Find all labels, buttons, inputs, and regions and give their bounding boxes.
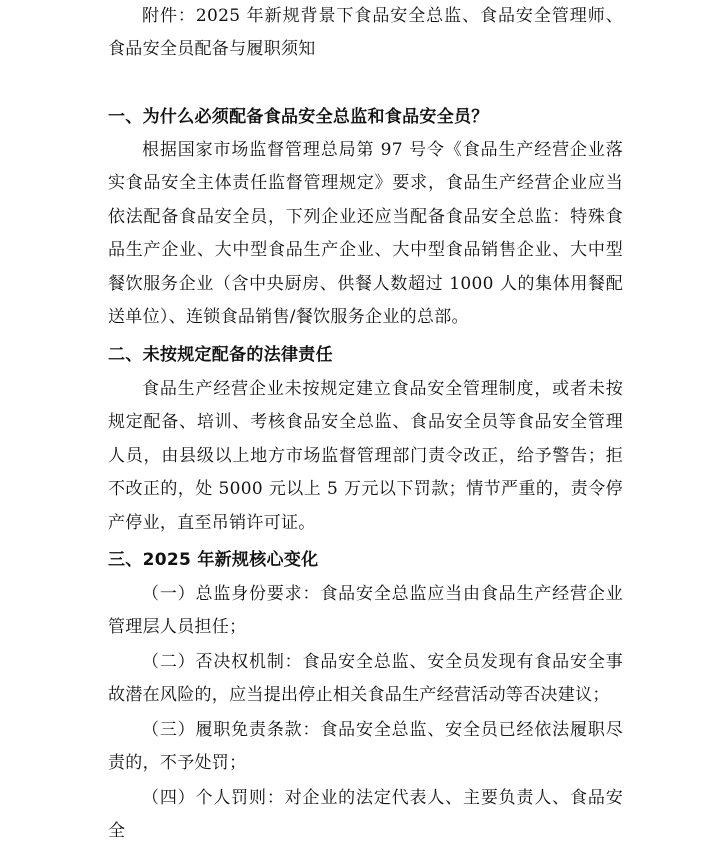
section-3-item-3: （三）履职免责条款：食品安全总监、安全员已经依法履职尽责的，不予处罚； — [108, 720, 623, 774]
section-3-item-4: （四）个人罚则：对企业的法定代表人、主要负责人、食品安全 — [108, 788, 623, 842]
attachment-title: 附件：2025 年新规背景下食品安全总监、食品安全管理师、食品安全员配备与履职须知 — [108, 6, 623, 60]
section-3-item-1: （一）总监身份要求：食品安全总监应当由食品生产经营企业管理层人员担任； — [108, 584, 623, 638]
section-1-paragraph: 根据国家市场监督管理总局第 97 号令《食品生产经营企业落实食品安全主体责任监督管理规定》要求，食品生产经营企业应当依法配备食品安全员，下列企业还应当配备食品安全总监：特殊食品生产企业、大中型食品生产企业、大中型食品销售企业、大中型餐饮服务企业（含中央厨房、供餐人数超过 1000 人的集体用餐配送单位）、连锁食品销售/餐饮服务企业的总部。 — [108, 140, 623, 328]
section-2-paragraph: 食品生产经营企业未按规定建立食品安全管理制度，或者未按规定配备、培训、考核食品安全总监、食品安全员等食品安全管理人员，由县级以上地方市场监督管理部门责令改正，给予警告；拒不改正的，处 5000 元以上 5 万元以下罚款；情节严重的，责令停产停业，直至吊销许可证。 — [108, 379, 623, 533]
section-2-heading: 二、未按规定配备的法律责任 — [108, 345, 333, 365]
section-3-item-2: （二）否决权机制：食品安全总监、安全员发现有食品安全事故潜在风险的，应当提出停止相关食品生产经营活动等否决建议； — [108, 652, 623, 706]
section-1-heading: 一、为什么必须配备食品安全总监和食品安全员？ — [108, 107, 489, 127]
section-3-heading: 三、2025 年新规核心变化 — [108, 550, 319, 570]
